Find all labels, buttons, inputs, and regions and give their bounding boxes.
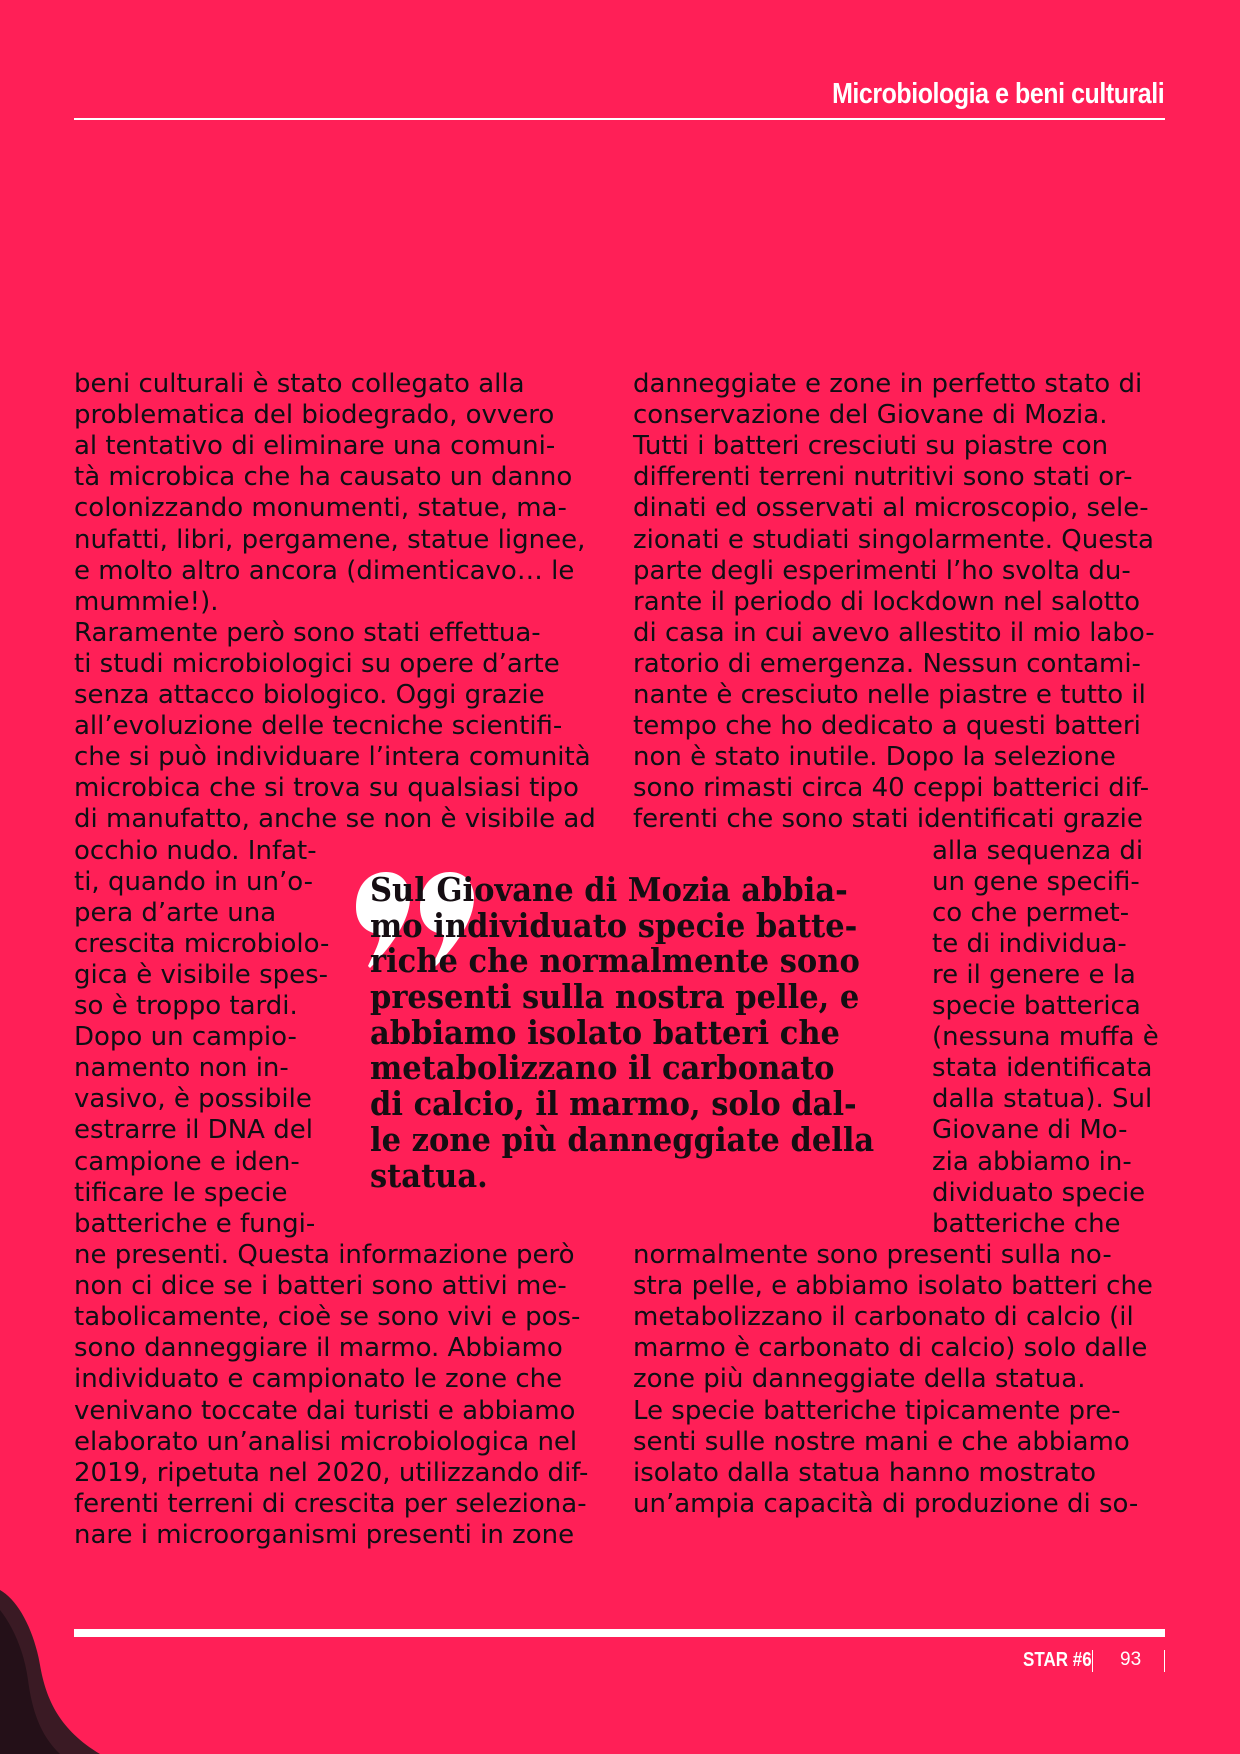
article-line: alla sequenza di [932, 835, 1144, 866]
article-line: ti, quando in un’o- [74, 866, 313, 897]
article-line: rante il periodo di lockdown nel salotto [633, 586, 1141, 617]
article-line: non ci dice se i batteri sono attivi me- [74, 1271, 567, 1302]
header-rule [74, 118, 1165, 120]
corner-decoration [0, 1570, 110, 1754]
article-line: senza attacco biologico. Oggi grazie [74, 680, 545, 710]
article-line: beni culturali è stato collegato alla [74, 369, 525, 399]
article-line: individuato e campionato le zone che [74, 1364, 563, 1395]
article-line: batteriche che [932, 1208, 1121, 1239]
article-line: tabolicamente, cioè se sono vivi e pos- [74, 1302, 581, 1333]
article-line: 2019, ripetuta nel 2020, utilizzando dif- [74, 1457, 589, 1488]
article-line: di manufatto, anche se non è visibile ad [74, 804, 596, 835]
article-line: ne presenti. Questa informazione però [74, 1240, 575, 1270]
article-line: senti sulle nostre mani e che abbiamo [633, 1426, 1130, 1457]
article-line: un’ampia capacità di produzione di so- [633, 1488, 1139, 1519]
pull-quote-line: metabolizzano il carbonato [370, 1048, 835, 1088]
article-line: stra pelle, e abbiamo isolato batteri che [633, 1271, 1153, 1302]
article-line: di casa in cui avevo allestito il mio labo- [633, 617, 1155, 648]
article-line: problematica del biodegrado, ovvero [74, 400, 555, 431]
header-title: Microbiologia e beni culturali [831, 78, 1164, 110]
article-line: Tutti i batteri cresciuti su piastre con [633, 431, 1109, 462]
article-line: campione e iden- [74, 1146, 300, 1177]
article-line: re il genere e la [932, 959, 1136, 990]
article-line: microbica che si trova su qualsiasi tipo [74, 773, 579, 804]
article-line: zone più danneggiate della statua. [633, 1364, 1086, 1395]
pull-quote-line: mo individuato specie batte- [370, 905, 858, 945]
article-line: conservazione del Giovane di Mozia. [633, 400, 1108, 431]
pull-quote-line: statua. [370, 1155, 488, 1195]
article-line: zia abbiamo in- [932, 1146, 1132, 1177]
article-line: co che permet- [932, 897, 1130, 928]
footer-separator [1092, 1650, 1093, 1672]
article-line: dalla statua). Sul [932, 1084, 1153, 1115]
article-line: ratorio di emergenza. Nessun contami- [633, 648, 1141, 679]
article-line: te di individua- [932, 928, 1127, 959]
article-line: sono danneggiare il marmo. Abbiamo [74, 1333, 563, 1364]
article-line: elaborato un’analisi microbiologica nel [74, 1426, 578, 1457]
article-line: al tentativo di eliminare una comuni- [74, 431, 556, 462]
article-line: venivano toccate dai turisti e abbiamo [74, 1395, 576, 1426]
article-line: ti studi microbiologici su opere d’arte [74, 648, 560, 679]
article-line: nare i microorganismi presenti in zone [74, 1519, 575, 1550]
article-line: Le specie batteriche tipicamente pre- [633, 1395, 1121, 1426]
article-line: Dopo un campio- [74, 1022, 297, 1053]
article-line: so è troppo tardi. [74, 991, 298, 1021]
article-line: danneggiate e zone in perfetto stato di [633, 369, 1143, 399]
article-line: differenti terreni nutritivi sono stati or- [633, 462, 1133, 493]
article-line: vasivo, è possibile [74, 1084, 312, 1115]
article-line: pera d’arte una [74, 897, 277, 928]
pull-quote-line: riche che normalmente sono [370, 941, 860, 981]
article-line: crescita microbiolo- [74, 928, 330, 959]
article-line: ferenti che sono stati identificati grazie [633, 804, 1143, 835]
article-line: tempo che ho dedicato a questi batteri [633, 711, 1141, 742]
article-line: (nessuna muffa è [932, 1022, 1159, 1053]
article-line: parte degli esperimenti l’ho svolta du- [633, 555, 1131, 586]
article-line: marmo è carbonato di calcio) solo dalle [633, 1333, 1148, 1364]
pull-quote [370, 872, 902, 1193]
article-line: nufatti, libri, pergamene, statue lignee, [74, 524, 586, 555]
article-line: namento non in- [74, 1053, 289, 1084]
article-line: isolato dalla statua hanno mostrato [633, 1457, 1097, 1488]
pull-quote-line: Sul Giovane di Mozia abbia- [370, 870, 848, 909]
pull-quote-line: le zone più danneggiate della [370, 1119, 875, 1159]
article-line: tà microbica che ha causato un danno [74, 462, 573, 493]
article-line: e molto altro ancora (dimenticavo… le [74, 555, 575, 586]
article-line: stata identificata [932, 1053, 1153, 1084]
article-line: occhio nudo. Infat- [74, 835, 317, 866]
article-line: nante è cresciuto nelle piastre e tutto il [633, 680, 1146, 710]
article-line: mummie!). [74, 586, 219, 617]
article-line: dividuato specie [932, 1177, 1146, 1208]
pull-quote-line: di calcio, il marmo, solo dal- [370, 1084, 857, 1124]
article-line: all’evoluzione delle tecniche scientifi- [74, 711, 563, 742]
article-line: un gene specifi- [932, 866, 1140, 897]
article-line: zionati e studiati singolarmente. Questa [633, 524, 1154, 555]
article-line: metabolizzano il carbonato di calcio (il [633, 1302, 1134, 1333]
footer-separator [1164, 1650, 1165, 1672]
pull-quote-line: presenti sulla nostra pelle, e [370, 977, 860, 1017]
article-line: Giovane di Mo- [932, 1115, 1128, 1146]
article-line: colonizzando monumenti, statue, ma- [74, 493, 567, 524]
article-line: non è stato inutile. Dopo la selezione [633, 742, 1116, 773]
article-line: normalmente sono presenti sulla no- [633, 1240, 1112, 1270]
article-line: gica è visibile spes- [74, 959, 329, 990]
article-line: sono rimasti circa 40 ceppi batterici dif- [633, 773, 1150, 804]
article-line: che si può individuare l’intera comunità [74, 742, 591, 773]
article-line: batteriche e fungi- [74, 1208, 316, 1239]
article-line: tificare le specie [74, 1177, 288, 1208]
article-line: estrarre il DNA del [74, 1115, 313, 1146]
article-line: ferenti terreni di crescita per seleziona- [74, 1488, 587, 1519]
article-line: dinati ed osservati al microscopio, sele- [633, 493, 1149, 524]
article-line: Raramente però sono stati effettua- [74, 617, 541, 648]
article-line: specie batterica [932, 991, 1141, 1021]
footer-rule [74, 1629, 1165, 1637]
page-number: 93 [1120, 1649, 1142, 1670]
magazine-issue: STAR #6 [1023, 1649, 1092, 1671]
pull-quote-line: abbiamo isolato batteri che [370, 1012, 840, 1052]
